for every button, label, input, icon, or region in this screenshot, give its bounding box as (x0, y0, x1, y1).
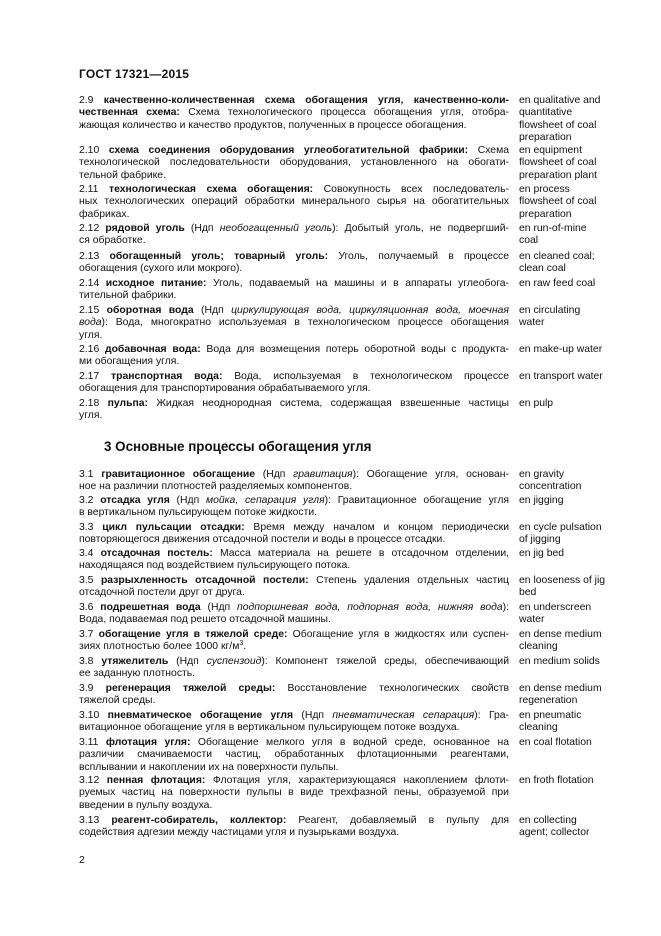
en-equivalent-3-1: en gravity concentration (519, 469, 582, 493)
en-equivalent-2-13: en cleaned coal; clean coal (519, 251, 595, 275)
en-equivalent-3-6: en underscreen water (519, 602, 592, 626)
term-entry-3-2: 3.2 отсадка угля (Ндп мойка, сепарация угля): Гравитационное обогащение угля в вертикальном пульсирующем потоке жидкости. (79, 495, 510, 519)
en-equivalent-2-14: en raw feed coal (519, 278, 596, 289)
term-entry-3-9: 3.9 регенерация тяжелой среды: Восстановление технологических свойств тяжелой среды. (79, 683, 510, 707)
term-entry-2-9: 2.9 качественно-количественная схема обогащения угля, качественно-коли- чественная схема: Схема технологического процесса обогащения угля, отобра- жающая количество и качество продуктов, полученных в процессе обогащения. (79, 95, 510, 131)
term-entry-3-3: 3.3 цикл пульсации отсадки: Время между началом и концом периодически повторяющегося движения отсадочной постели и воды в процессе отсадки. (79, 522, 509, 546)
term-entry-3-11: 3.11 флотация угля: Обогащение мелкого угля в водной среде, основанное на различии смачиваемости частиц, обработанных флотационными реагентами, всплывании и накоплении их на поверхности пульпы. (79, 737, 510, 773)
en-equivalent-3-3: en cycle pulsation of jigging (519, 522, 602, 546)
term-entry-2-17: 2.17 транспортная вода: Вода, используемая в технологическом процессе обогащения для транспортирования обрабатываемого угля. (79, 371, 509, 395)
term-entry-2-12: 2.12 рядовой уголь (Ндп необогащенный уголь): Добытый уголь, не подвергший- ся обработке. (79, 223, 509, 247)
en-equivalent-3-9: en dense medium regeneration (519, 683, 602, 707)
en-equivalent-2-18: en pulp (519, 398, 554, 409)
en-equivalent-2-17: en transport water (519, 371, 603, 382)
term-entry-3-4: 3.4 отсадочная постель: Масса материала на решете в отсадочном отделении, находящаяся под воздействием пульсирующего потока. (79, 548, 510, 572)
en-equivalent-3-11: en coal flotation (519, 737, 592, 748)
term-entry-3-8: 3.8 утяжелитель (Ндп суспензоид): Компонент тяжелой среды, обеспечивающий ее заданную плотность. (79, 656, 510, 680)
en-equivalent-3-2: en jigging (519, 495, 564, 506)
term-entry-2-15: 2.15 оборотная вода (Ндп циркулирующая вода, циркуляционная вода, моечная вода): Вода, многократно используемая в технологическом процессе обогащения угля. (79, 305, 509, 341)
term-entry-3-5: 3.5 разрыхленность отсадочной постели: Степень удаления отдельных частиц отсадочной постели друг от друга. (79, 575, 510, 599)
en-equivalent-3-7: en dense medium cleaning (519, 629, 602, 653)
term-entry-2-13: 2.13 обогащенный уголь; товарный уголь: Уголь, получаемый в процессе обогащения (сухого или мокрого). (79, 251, 510, 275)
en-equivalent-2-12: en run-of-mine coal (519, 223, 587, 247)
term-entry-2-10: 2.10 схема соединения оборудования углеобогатительной фабрики: Схема технологической последовательности оборудования, установленного на обогати- тельной фабрике. (79, 145, 510, 181)
en-equivalent-2-16: en make-up water (519, 344, 603, 355)
en-equivalent-2-15: en circulating water (519, 305, 581, 329)
term-entry-3-12: 3.12 пенная флотация: Флотация угля, характеризующаяся накоплением флоти- руемых частиц на поверхности пульпы в виде трехфазной пены, образуемой при введении в пульпу воздуха. (79, 775, 509, 811)
page-number: 2 (79, 855, 85, 866)
en-equivalent-3-10: en pneumatic cleaning (519, 710, 582, 734)
en-equivalent-3-8: en medium solids (519, 656, 600, 667)
en-equivalent-3-13: en collecting agent; collector (519, 815, 590, 839)
term-entry-3-10: 3.10 пневматическое обогащение угля (Ндп пневматическая сепарация): Гра- витационное обогащение угля в вертикальном пульсирующем потоке воздуха. (79, 710, 510, 734)
term-entry-2-18: 2.18 пульпа: Жидкая неоднородная система, содержащая взвешенные частицы угля. (79, 398, 509, 422)
term-entry-2-14: 2.14 исходное питание: Уголь, подаваемый на машины и в аппараты углеобога- тительной фабрики. (79, 278, 510, 302)
term-entry-2-16: 2.16 добавочная вода: Вода для возмещения потерь оборотной воды с продукта- ми обогащения угля. (79, 344, 509, 368)
en-equivalent-2-11: en process flowsheet of coal preparation (519, 184, 597, 220)
document-header: ГОСТ 17321—2015 (79, 67, 190, 81)
en-equivalent-2-9: en qualitative and quantitative flowsheet of coal preparation (519, 95, 601, 143)
en-equivalent-3-5: en looseness of jig bed (519, 575, 606, 599)
en-equivalent-3-4: en jig bed (519, 548, 565, 559)
term-entry-3-7: 3.7 обогащение угля в тяжелой среде: Обогащение угля в жидкостях или суспен- зиях плотностью более 1000 $кг/м^3$. (79, 629, 509, 653)
en-equivalent-3-12: en froth flotation (519, 775, 594, 786)
term-entry-2-11: 2.11 технологическая схема обогащения: Совокупность всех последователь- ных технологических операций обработки минерального сырья на обогатительных фабриках. (79, 184, 509, 220)
term-entry-3-6: 3.6 подрешетная вода (Ндп подпоршневая вода, подпорная вода, нижняя вода): Вода, подаваемая под решето отсадочной машины. (79, 602, 509, 626)
term-entry-3-13: 3.13 реагент-собиратель, коллектор: Реагент, добавляемый в пульпу для содействия адгезии между частицами угля и пузырьками воздуха. (79, 815, 510, 839)
term-entry-3-1: 3.1 гравитационное обогащение (Ндп гравитация): Обогащение угля, основан- ное на различии плотностей разделяемых компонентов. (79, 469, 509, 493)
section-3-heading: 3 Основные процессы обогащения угля (104, 439, 372, 454)
en-equivalent-2-10: en equipment flowsheet of coal preparation plant (519, 145, 597, 181)
